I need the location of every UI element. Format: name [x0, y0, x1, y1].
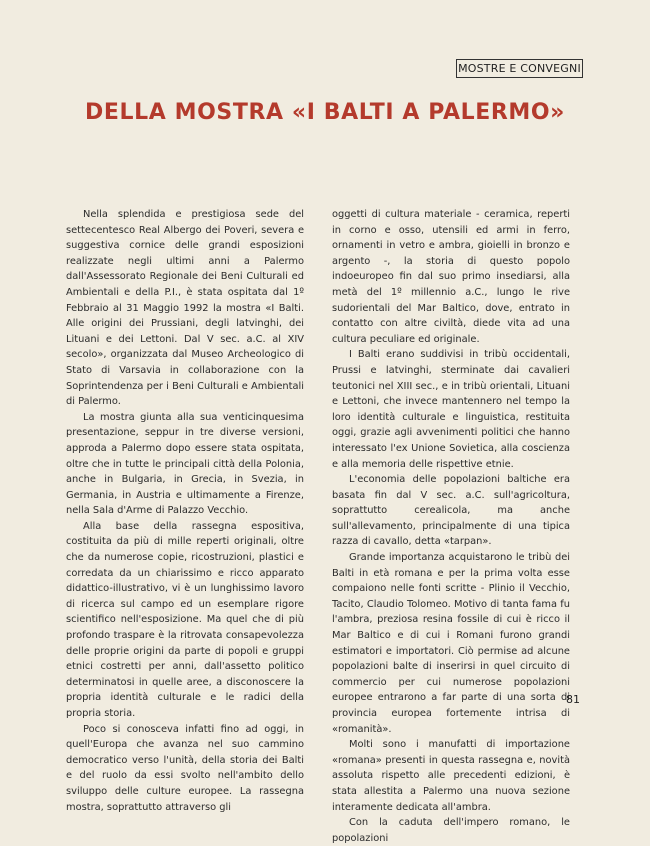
page-number: 81	[566, 693, 580, 706]
paragraph: I Balti erano suddivisi in tribù occidentali, Prussi e latvinghi, sterminate dai cavalieri teutonici nel XIII sec., e in tribù orientali, Lituani e Lettoni, che invece mantennero nel tempo la loro identità culturale e linguistica, restituita oggi, grazie agli avvenimenti politici che hanno interessato l'ex Unione Sovietica, alla coscienza e alla memoria delle rispettive etnie.	[332, 349, 570, 470]
right-column	[332, 207, 570, 846]
paragraph: oggetti di cultura materiale - ceramica, reperti in corno e osso, utensili ed armi in ferro, ornamenti in vetro e ambra, gioielli in bronzo e argento -, la storia di questo popolo indoeuropeo fin dal suo primo insediarsi, alla metà del 1º millennio a.C., lungo le rive sudorientali del Mar Baltico, dove, entrato in contatto con altre civiltà, diede vita ad una cultura peculiare ed originale.	[332, 209, 570, 345]
paragraph: Nella splendida e prestigiosa sede del settecentesco Real Albergo dei Poveri, severa e suggestiva cornice delle grandi esposizioni realizzate negli ultimi anni a Palermo dall'Assessorato Regionale dei Beni Culturali ed Ambientali e della P.I., è stata ospitata dal 1º Febbraio al 31 Maggio 1992 la mostra «I Balti. Alle origini dei Prussiani, degli latvinghi, dei Lituani e dei Lettoni. Dal V sec. a.C. al XIV secolo», organizzata dal Museo Archeologico di Stato di Varsavia in collaborazione con la Soprintendenza per i Beni Culturali e Ambientali di Palermo.	[66, 209, 304, 408]
paragraph: L'economia delle popolazioni baltiche era basata fin dal V sec. a.C. sull'agricoltura, soprattutto cerealicola, ma anche sull'allevamento, principalmente di una tipica razza di cavallo, detta «tarpan».	[332, 474, 570, 548]
paragraph: Molti sono i manufatti di importazione «romana» presenti in questa rassegna e, novità assoluta rispetto alle precedenti edizioni, è stata allestita a Palermo una nuova sezione interamente dedicata all'ambra.	[332, 739, 570, 813]
section-tag: MOSTRE E CONVEGNI	[456, 59, 583, 78]
paragraph: La mostra giunta alla sua venticinquesima presentazione, seppur in tre diverse versioni, approda a Palermo dopo essere stata ospitata, oltre che in tutte le principali città della Polonia, anche in Bulgaria, in Grecia, in Svezia, in Germania, in Austria e ultimamente a Firenze, nella Sala d'Arme di Palazzo Vecchio.	[66, 411, 304, 517]
paragraph: Alla base della rassegna espositiva, costituita da più di mille reperti originali, oltre che da numerose copie, ricostruzioni, plastici e corredata da un chiarissimo e ricco apparato didattico-illustrativo, vi è un lunghissimo lavoro di ricerca sul campo ed un esemplare rigore scientifico nell'esposizione. Ma quel che di più profondo traspare è la ritrovata consapevolezza delle proprie origini da parte di popoli e gruppi etnici costretti per anni, dall'assetto politico determinatosi in quelle aree, a disconoscere la propria identità culturale e le radici della propria storia.	[66, 520, 304, 719]
paragraph: Con la caduta dell'impero romano, le popolazioni	[332, 817, 570, 844]
paragraph: Poco si conosceva infatti fino ad oggi, in quell'Europa che avanza nel suo cammino democratico verso l'unità, della storia dei Balti e del ruolo da essi svolto nell'ambito dello sviluppo delle culture europee. La rassegna mostra, soprattutto attraverso gli	[66, 723, 304, 813]
left-column	[66, 207, 304, 815]
paragraph: Grande importanza acquistarono le tribù dei Balti in età romana e per la prima volta esse compaiono nelle fonti scritte - Plinio il Vecchio, Tacito, Claudio Tolomeo. Motivo di tanta fama fu l'ambra, preziosa resina fossile di cui è ricco il Mar Baltico e di cui i Romani furono grandi estimatori e importatori. Ciò permise ad alcune popolazioni balte di inserirsi in quel circuito di commercio per cui numerose popolazioni europee entrarono a far parte di una sorta di provincia europea fortemente intrisa di «romanità».	[332, 552, 570, 735]
article-title: DELLA MOSTRA «I BALTI A PALERMO»	[85, 100, 565, 125]
